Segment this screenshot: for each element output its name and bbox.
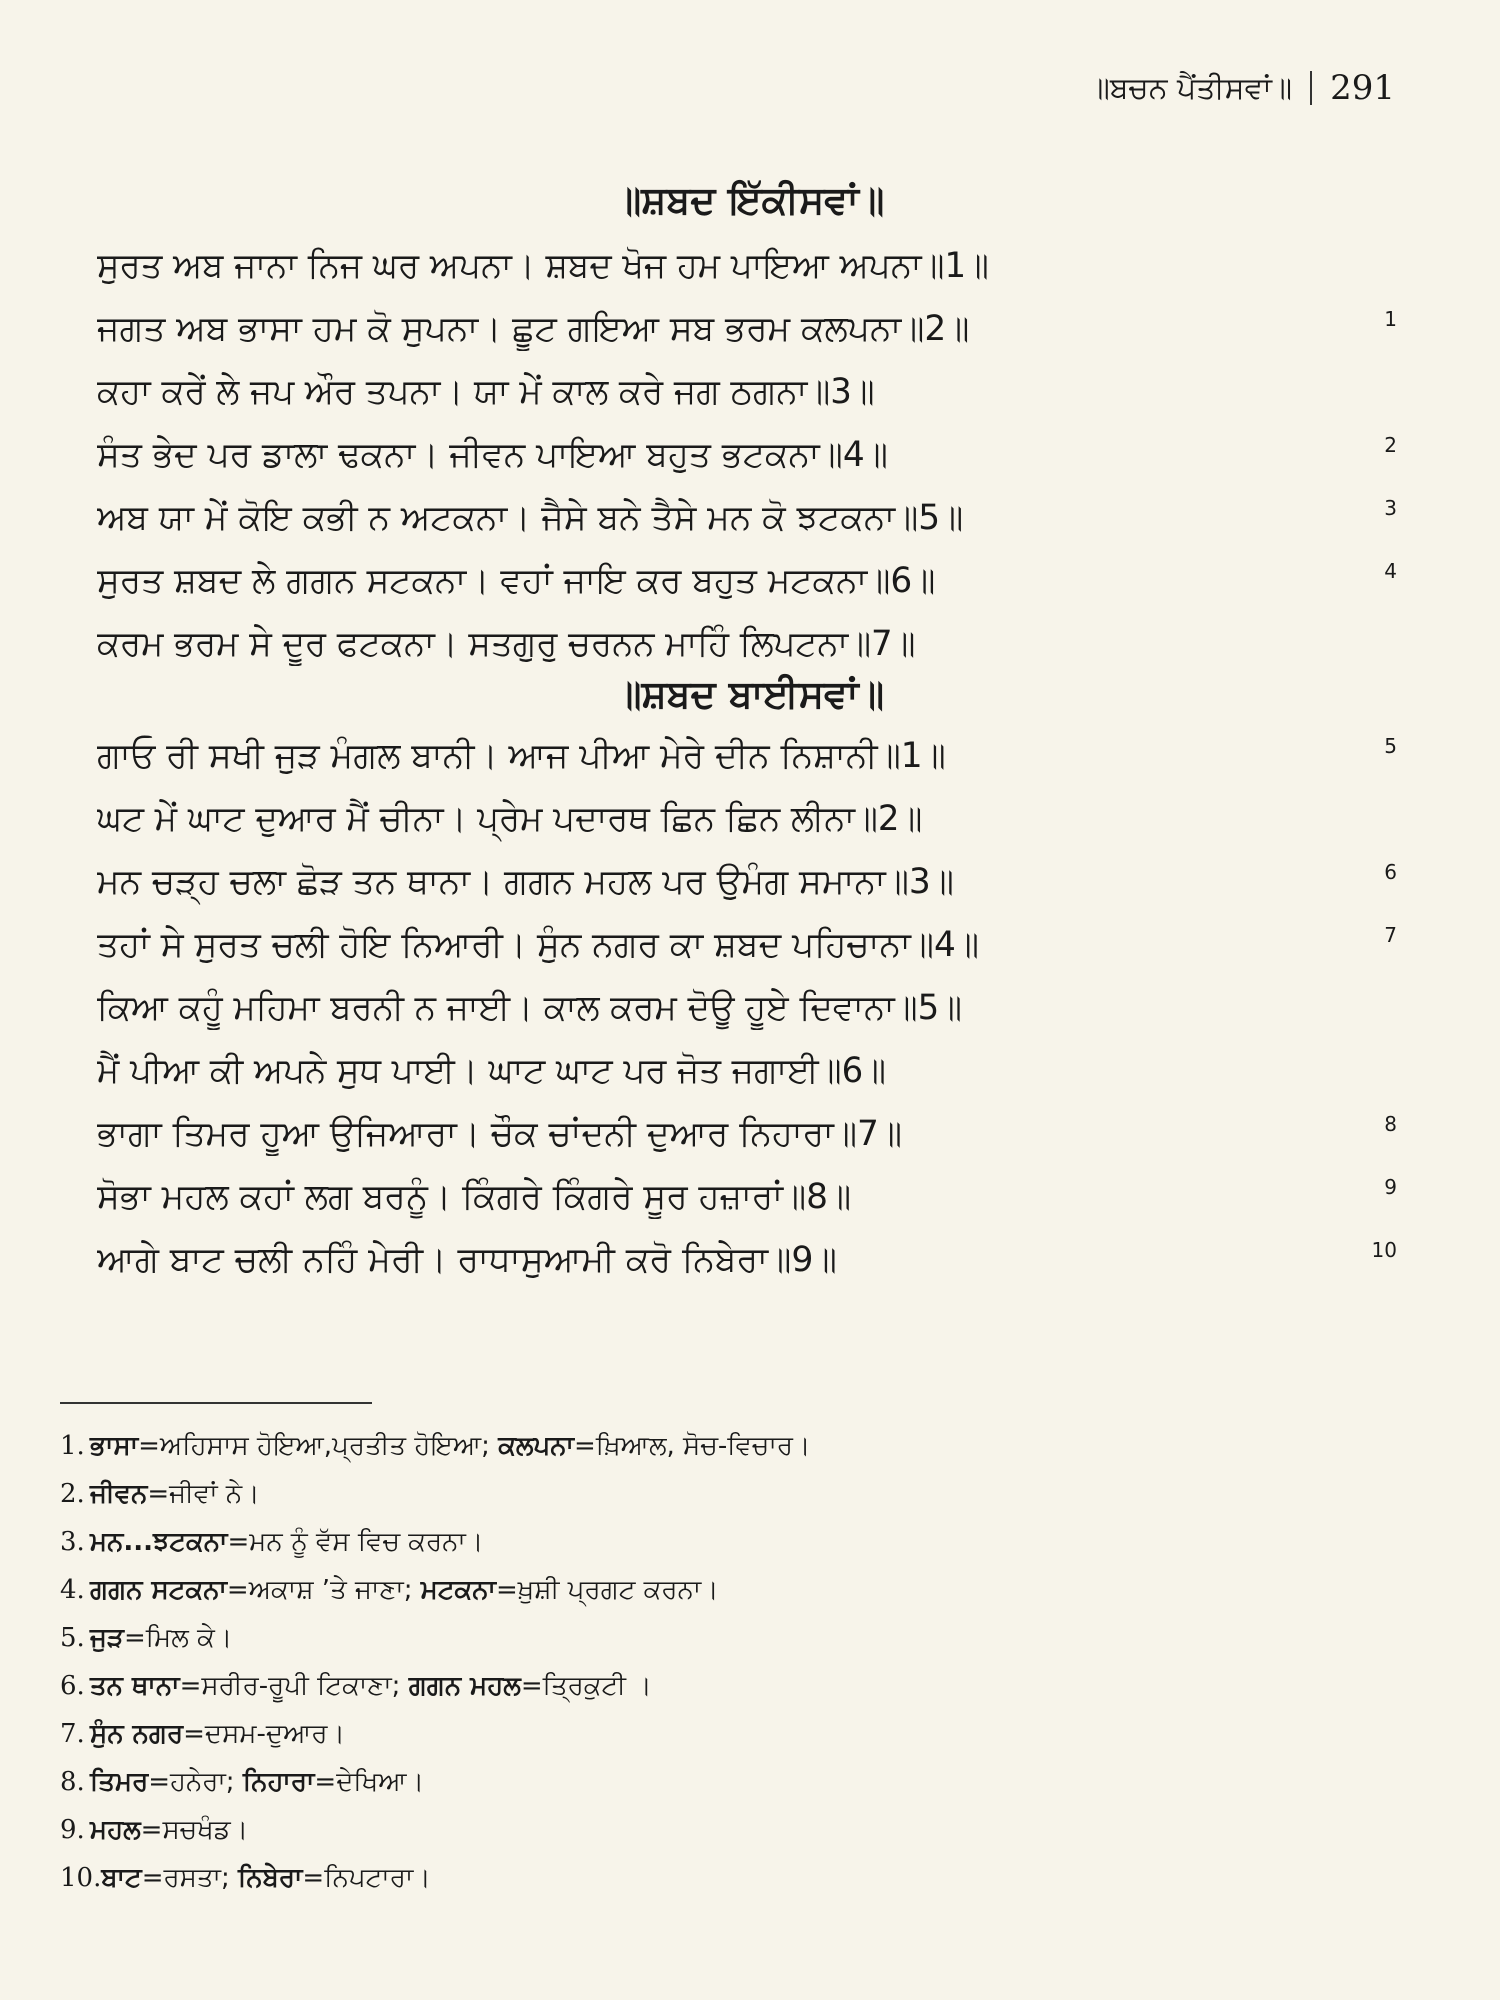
footnote-marker: 9: [1384, 1175, 1397, 1199]
verse-text: ਗਾਓ ਰੀ ਸਖੀ ਜੁੜ ਮੰਗਲ ਬਾਨੀ। ਆਜ ਪੀਆ ਮੇਰੇ ਦੀਨ ਨਿਸ਼ਾਨੀ॥1॥: [97, 736, 946, 776]
running-header: [1090, 68, 1395, 108]
footnote-number: 1.: [60, 1431, 85, 1461]
verse-line: [97, 613, 1397, 676]
footnote-gloss: =ਹਨੇਰਾ;: [148, 1767, 243, 1797]
footnote-gloss: =ਅਹਿਸਾਸ ਹੋਇਆ,ਪ੍ਰਤੀਤ ਹੋਇਆ;: [138, 1431, 499, 1461]
footnote-gloss: =ਖ਼ਿਆਲ, ਸੋਚ-ਵਿਚਾਰ।: [573, 1431, 811, 1461]
footnote-number: 10.: [60, 1863, 102, 1893]
footnote-number: 3.: [60, 1527, 85, 1557]
footnote: [60, 1710, 1420, 1758]
footnote-term: ਗਗਨ ਸਟਕਨਾ: [90, 1575, 227, 1605]
verse-line: [97, 361, 1397, 424]
footnotes: [60, 1422, 1420, 1902]
footnote-marker: 6: [1384, 860, 1397, 884]
verse-text: ਘਟ ਮੇਂ ਘਾਟ ਦੁਆਰ ਮੈਂ ਚੀਨਾ। ਪ੍ਰੇਮ ਪਦਾਰਥ ਛਿਨ ਛਿਨ ਲੀਨਾ॥2॥: [97, 799, 923, 839]
verse-text: ਅਬ ਯਾ ਮੇਂ ਕੋਇ ਕਭੀ ਨ ਅਟਕਨਾ। ਜੈਸੇ ਬਨੇ ਤੈਸੇ ਮਨ ਕੋ ਝਟਕਨਾ॥5॥: [97, 498, 964, 538]
verse-text: ਸੋਭਾ ਮਹਲ ਕਹਾਂ ਲਗ ਬਰਨੂੰ। ਕਿੰਗਰੇ ਕਿੰਗਰੇ ਸੂਰ ਹਜ਼ਾਰਾਂ॥8॥: [97, 1177, 852, 1217]
footnote-gloss: =ਦਸਮ-ਦੁਆਰ।: [183, 1719, 346, 1749]
verse-line: [97, 725, 1397, 788]
verse-line: [97, 977, 1397, 1040]
footnote-term: ਤਿਮਰ: [90, 1767, 149, 1797]
section-title: ॥ਸ਼ਬਦ ਇੱਕੀਸਵਾਂ॥: [615, 178, 885, 222]
verse-text: ਕਿਆ ਕਹੂੰ ਮਹਿਮਾ ਬਰਨੀ ਨ ਜਾਈ। ਕਾਲ ਕਰਮ ਦੋਊ ਹੂਏ ਦਿਵਾਨਾ॥5॥: [97, 988, 963, 1028]
footnote-term: ਗਗਨ ਮਹਲ: [408, 1671, 521, 1701]
verse-text: ਮੈਂ ਪੀਆ ਕੀ ਅਪਨੇ ਸੁਧ ਪਾਈ। ਘਾਟ ਘਾਟ ਪਰ ਜੋਤ ਜਗਾਈ॥6॥: [97, 1051, 887, 1091]
footnote-number: 7.: [60, 1719, 85, 1749]
footnote-gloss: =ਰਸਤਾ;: [141, 1863, 239, 1893]
footnote-gloss: =ਨਿਪਟਾਰਾ।: [302, 1863, 431, 1893]
footnote-marker: 3: [1384, 496, 1397, 520]
verse-text: ਸੁਰਤ ਅਬ ਜਾਨਾ ਨਿਜ ਘਰ ਅਪਨਾ। ਸ਼ਬਦ ਖੋਜ ਹਮ ਪਾਇਆ ਅਪਨਾ॥1॥: [97, 246, 989, 286]
footnote-number: 4.: [60, 1575, 85, 1605]
footnote-term: ਮਹਲ: [90, 1815, 141, 1845]
verse-text: ਮਨ ਚੜ੍ਹ ਚਲਾ ਛੋੜ ਤਨ ਥਾਨਾ। ਗਗਨ ਮਹਲ ਪਰ ਉਮੰਗ ਸਮਾਨਾ॥3॥: [97, 862, 954, 902]
footnote-number: 5.: [60, 1623, 85, 1653]
verse-line: [97, 550, 1397, 613]
footnote-term: ਜੁੜ: [90, 1623, 124, 1653]
footnote-rule: [60, 1402, 372, 1404]
footnote-term: ਸੁੰਨ ਨਗਰ: [90, 1719, 184, 1749]
footnote-marker: 2: [1384, 433, 1397, 457]
footnote-term: ਨਿਬੇਰਾ: [238, 1863, 303, 1893]
verse-line: [97, 1166, 1397, 1229]
verse-line: [97, 788, 1397, 851]
footnote-term: ਮਨ...ਝਟਕਨਾ: [90, 1527, 228, 1557]
footnote-number: 2.: [60, 1479, 85, 1509]
footnote-number: 6.: [60, 1671, 85, 1701]
verse-line: [97, 298, 1397, 361]
footnote-marker: 1: [1384, 307, 1397, 331]
verse-text: ਸੁਰਤ ਸ਼ਬਦ ਲੇ ਗਗਨ ਸਟਕਨਾ। ਵਹਾਂ ਜਾਇ ਕਰ ਬਹੁਤ ਮਟਕਨਾ॥6॥: [97, 561, 936, 601]
footnote-gloss: =ਅਕਾਸ਼ ’ਤੇ ਜਾਣਾ;: [226, 1575, 421, 1605]
footnote-term: ਜੀਵਨ: [90, 1479, 148, 1509]
verse-text: ਕਰਮ ਭਰਮ ਸੇ ਦੂਰ ਫਟਕਨਾ। ਸਤਗੁਰੁ ਚਰਨਨ ਮਾਹਿੰ ਲਿਪਟਨਾ॥7॥: [97, 624, 916, 664]
footnote-gloss: =ਜੀਵਾਂ ਨੇ।: [147, 1479, 260, 1509]
footnote-gloss: =ਮਿਲ ਕੇ।: [123, 1623, 233, 1653]
footnote: [60, 1422, 1420, 1470]
footnote-term: ਭਾਸਾ: [90, 1431, 139, 1461]
running-title: ॥ਬਚਨ ਪੈਂਤੀਸਵਾਂ॥: [1089, 70, 1293, 106]
verse-line: [97, 487, 1397, 550]
verse-line: [97, 1040, 1397, 1103]
page-number: 291: [1330, 68, 1395, 108]
footnote-marker: 8: [1384, 1112, 1397, 1136]
footnote-term: ਮਟਕਨਾ: [420, 1575, 496, 1605]
footnote-gloss: =ਤ੍ਰਿਕੁਟੀ ।: [520, 1671, 652, 1701]
footnote-gloss: =ਖ਼ੁਸ਼ੀ ਪ੍ਰਗਟ ਕਰਨਾ।: [495, 1575, 719, 1605]
verse-text: ਜਗਤ ਅਬ ਭਾਸਾ ਹਮ ਕੋ ਸੁਪਨਾ। ਛੂਟ ਗਇਆ ਸਬ ਭਰਮ ਕਲਪਨਾ॥2॥: [97, 309, 970, 349]
verse-line: [97, 1103, 1397, 1166]
footnote: [60, 1518, 1420, 1566]
footnote-term: ਤਨ ਥਾਨਾ: [90, 1671, 180, 1701]
verse-text: ਕਹਾ ਕਰੇਂ ਲੇ ਜਪ ਔਰ ਤਪਨਾ। ਯਾ ਮੇਂ ਕਾਲ ਕਰੇ ਜਗ ਠਗਨਾ॥3॥: [97, 372, 875, 412]
footnote: [60, 1854, 1420, 1902]
footnote: [60, 1470, 1420, 1518]
footnote-term: ਬਾਟ: [101, 1863, 142, 1893]
footnote-gloss: =ਸਚਖੰਡ।: [140, 1815, 249, 1845]
footnote-marker: 10: [1371, 1238, 1397, 1262]
footnote-marker: 4: [1384, 559, 1397, 583]
footnote-gloss: =ਮਨ ਨੂੰ ਵੱਸ ਵਿਚ ਕਰਨਾ।: [227, 1527, 484, 1557]
footnote: [60, 1566, 1420, 1614]
footnote-term: ਕਲਪਨਾ: [498, 1431, 574, 1461]
verse-text: ਭਾਗਾ ਤਿਮਰ ਹੂਆ ਉਜਿਆਰਾ। ਚੌਕ ਚਾਂਦਨੀ ਦੁਆਰ ਨਿਹਾਰਾ॥7॥: [97, 1114, 903, 1154]
header-divider: [1310, 71, 1312, 105]
footnote-marker: 7: [1384, 923, 1397, 947]
footnote: [60, 1806, 1420, 1854]
verse-line: [97, 914, 1397, 977]
section-title: ॥ਸ਼ਬਦ ਬਾਈਸਵਾਂ॥: [615, 672, 885, 716]
footnote: [60, 1662, 1420, 1710]
verse-text: ਤਹਾਂ ਸੇ ਸੁਰਤ ਚਲੀ ਹੋਇ ਨਿਆਰੀ। ਸੁੰਨ ਨਗਰ ਕਾ ਸ਼ਬਦ ਪਹਿਚਾਨਾ॥4॥: [97, 925, 980, 965]
footnote-gloss: =ਸਰੀਰ-ਰੂਪੀ ਟਿਕਾਣਾ;: [179, 1671, 409, 1701]
verse-block: [97, 725, 1397, 1292]
verse-block: [97, 235, 1397, 676]
footnote-gloss: =ਦੇਖਿਆ।: [314, 1767, 425, 1797]
footnote-number: 9.: [60, 1815, 85, 1845]
verse-text: ਸੰਤ ਭੇਦ ਪਰ ਡਾਲਾ ਢਕਨਾ। ਜੀਵਨ ਪਾਇਆ ਬਹੁਤ ਭਟਕਨਾ॥4॥: [97, 435, 888, 475]
verse-line: [97, 851, 1397, 914]
verse-line: [97, 424, 1397, 487]
footnote-term: ਨਿਹਾਰਾ: [242, 1767, 315, 1797]
footnote: [60, 1614, 1420, 1662]
footnote-marker: 5: [1384, 734, 1397, 758]
footnote: [60, 1758, 1420, 1806]
verse-line: [97, 1229, 1397, 1292]
footnote-number: 8.: [60, 1767, 85, 1797]
verse-line: [97, 235, 1397, 298]
verse-text: ਆਗੇ ਬਾਟ ਚਲੀ ਨਹਿੰ ਮੇਰੀ। ਰਾਧਾਸੁਆਮੀ ਕਰੋ ਨਿਬੇਰਾ॥9॥: [97, 1240, 837, 1280]
